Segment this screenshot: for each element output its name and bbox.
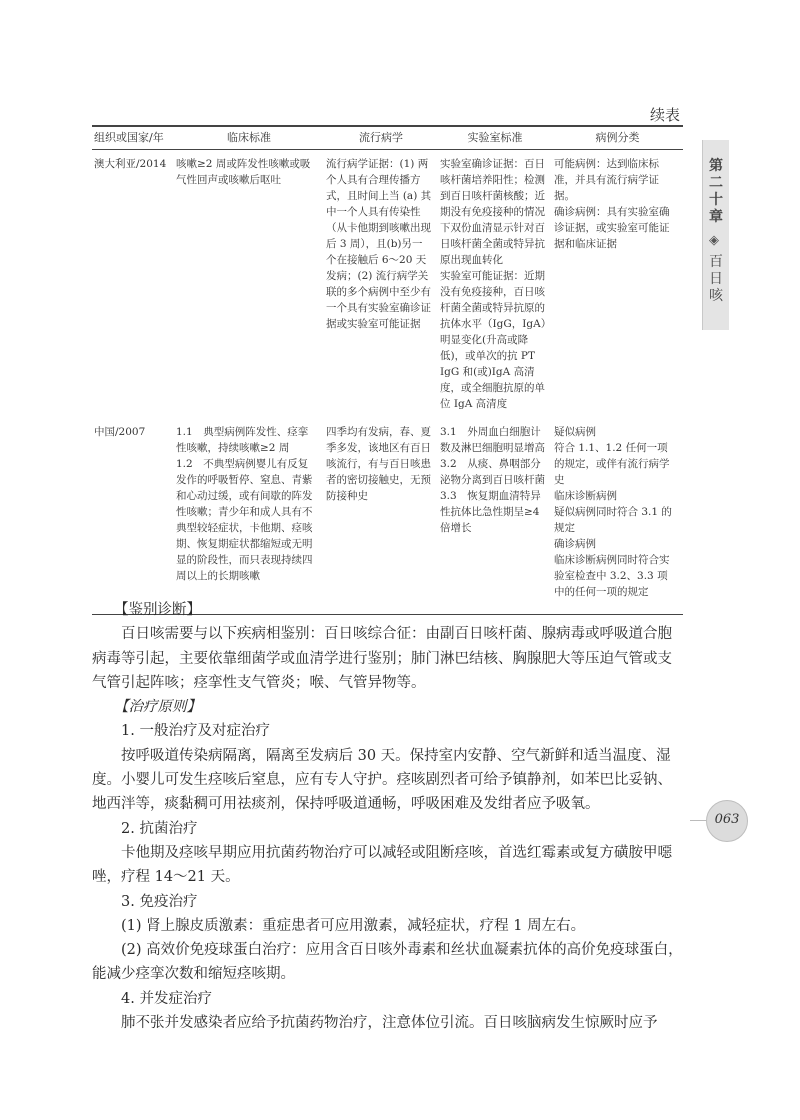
- header-org: 组织或国家/年: [92, 126, 174, 150]
- table-row: [92, 418, 683, 615]
- treatment-heading-text: 【治疗原则】: [114, 699, 201, 716]
- cell-lab: [438, 418, 552, 615]
- header-clinical: 临床标准: [174, 126, 324, 150]
- cell-clinical: 咳嗽≥2 周或阵发性咳嗽或吸气性回声或咳嗽后呕吐: [176, 158, 311, 186]
- body-text: [92, 598, 686, 1035]
- cell-line: 确诊病例：具有实验室确诊证据，或实验室可能证据和临床证据: [554, 206, 670, 250]
- section-heading-treatment: [92, 695, 686, 719]
- cell-epidemiology: 四季均有发病，春、夏季多发，该地区有百日咳流行，有与百日咳患者的密切接触史，无预防接种史: [324, 418, 438, 615]
- cell-line: 疑似病例同时符合 3.1 的规定: [554, 506, 672, 534]
- cell-epidemiology: 流行病学证据：(1) 两个人具有合理传播方式，且时间上当 (a) 其中一个人具有传染性（从卡他期到咳嗽出现后 3 周），且(b)另一个在接触后 6～20 天发病；(2) 流行病学关联的多个病例中至少有一个具有实验室确诊证据或实验室可能证据: [326, 158, 432, 330]
- cell-classification: [552, 150, 683, 419]
- cell-line: 实验室确诊证据：百日咳杆菌培养阳性；检测到百日咳杆菌核酸；近期没有免疫接种的情况下双份血清显示针对百日咳杆菌全菌或特异抗原出现血转化: [440, 158, 545, 266]
- cell-line: 可能病例：达到临床标准，并具有流行病学证据。: [554, 158, 659, 202]
- chapter-side-tab: [702, 140, 729, 330]
- section-heading-differential: 【鉴别诊断】: [114, 602, 201, 618]
- criteria-table: [92, 125, 683, 615]
- chapter-label: 第二十章: [709, 158, 723, 225]
- subheading-immune: 3. 免疫治疗: [121, 893, 198, 910]
- cell-line: 1.1 典型病例阵发性、痉挛性咳嗽，持续咳嗽≥2 周: [176, 426, 309, 454]
- chapter-topic: 百日咳: [709, 254, 723, 304]
- header-epidemiology: 流行病学: [324, 126, 438, 150]
- header-classification: 病例分类: [552, 126, 683, 150]
- subheading-complications: 4. 并发症治疗: [121, 990, 212, 1007]
- header-lab: 实验室标准: [438, 126, 552, 150]
- paragraph-complications: 肺不张并发感染者应给予抗菌药物治疗，注意体位引流。百日咳脑病发生惊厥时应予: [121, 1015, 658, 1032]
- cell-org: 中国/2007: [92, 418, 174, 615]
- paragraph-immune-1: (1) 肾上腺皮质激素：重症患者可应用激素，减轻症状，疗程 1 周左右。: [121, 917, 586, 934]
- paragraph-immune-2: (2) 高效价免疫球蛋白治疗：应用含百日咳外毒素和丝状血凝素抗体的高价免疫球蛋白，能减少痉挛次数和缩短痉咳期。: [92, 942, 683, 983]
- cell-line: 3.3 恢复期血清特异性抗体比急性期呈≥4 倍增长: [440, 490, 541, 534]
- paragraph-differential: 百日咳需要与以下疾病相鉴别：百日咳综合征：由副百日咳杆菌、腺病毒或呼吸道合胞病毒等引起，主要依靠细菌学或血清学进行鉴别；肺门淋巴结核、胸腺肥大等压迫气管或支气管引起阵咳；痉挛性支气管炎；喉、气管异物等。: [92, 626, 672, 691]
- cell-classification: [552, 418, 683, 615]
- paragraph-general: 按呼吸道传染病隔离，隔离至发病后 30 天。保持室内安静、空气新鲜和适当温度、湿度。小婴儿可发生痉咳后窒息，应有专人守护。痉咳剧烈者可给予镇静剂，如苯巴比妥钠、地西泮等，痰黏稠可用祛痰剂，保持呼吸道通畅，呼吸困难及发绀者应予吸氧。: [92, 747, 672, 813]
- cell-line: 临床诊断病例同时符合实验室检查中 3.2、3.3 项中的任何一项的规定: [554, 554, 670, 598]
- cell-lab: [438, 150, 552, 419]
- page-number-badge: [706, 800, 748, 842]
- cell-line: 3.2 从痰、鼻咽部分泌物分离到百日咳杆菌: [440, 458, 545, 486]
- cell-clinical: [174, 418, 324, 615]
- cell-line: 实验室可能证据：近期没有免疫接种，百日咳杆菌全菌或特异抗原的抗体水平（IgG，IgA）明显变化(升高或降低)，或单次的抗 PT IgG 和(或)IgA 高清度，或全细胞抗原的单位 IgA 高清度: [440, 270, 546, 410]
- cell-line: 确诊病例: [554, 538, 596, 550]
- table-row: [92, 150, 683, 419]
- cell-line: 1.2 不典型病例婴儿有反复发作的呼吸暂停、窒息、青紫和心动过缓，或有间歇的阵发性咳嗽；青少年和成人具有不典型较轻症状，卡他期、痉咳期、恢复期症状都缩短或无明显的阶段性，而只表现持续四周以上的长期咳嗽: [176, 458, 313, 582]
- diamond-icon: ◈: [709, 233, 719, 248]
- page-number: 063: [714, 812, 740, 827]
- cell-org: 澳大利亚/2014: [94, 158, 167, 170]
- cell-line: 符合 1.1、1.2 任何一项的规定，或伴有流行病学史: [554, 442, 670, 486]
- cell-line: 3.1 外周血白细胞计数及淋巴细胞明显增高: [440, 426, 545, 454]
- page-badge-line: [690, 820, 706, 821]
- cell-line: 临床诊断病例: [554, 490, 617, 502]
- table-header-row: [92, 126, 683, 150]
- subheading-general: 1. 一般治疗及对症治疗: [121, 723, 270, 740]
- subheading-antibacterial: 2. 抗菌治疗: [121, 820, 198, 837]
- cell-line: 疑似病例: [554, 426, 596, 438]
- paragraph-antibacterial: 卡他期及痉咳早期应用抗菌药物治疗可以减轻或阻断痉咳，首选红霉素或复方磺胺甲噁唑，疗程 14～21 天。: [92, 844, 672, 886]
- continued-label: 续表: [649, 106, 680, 124]
